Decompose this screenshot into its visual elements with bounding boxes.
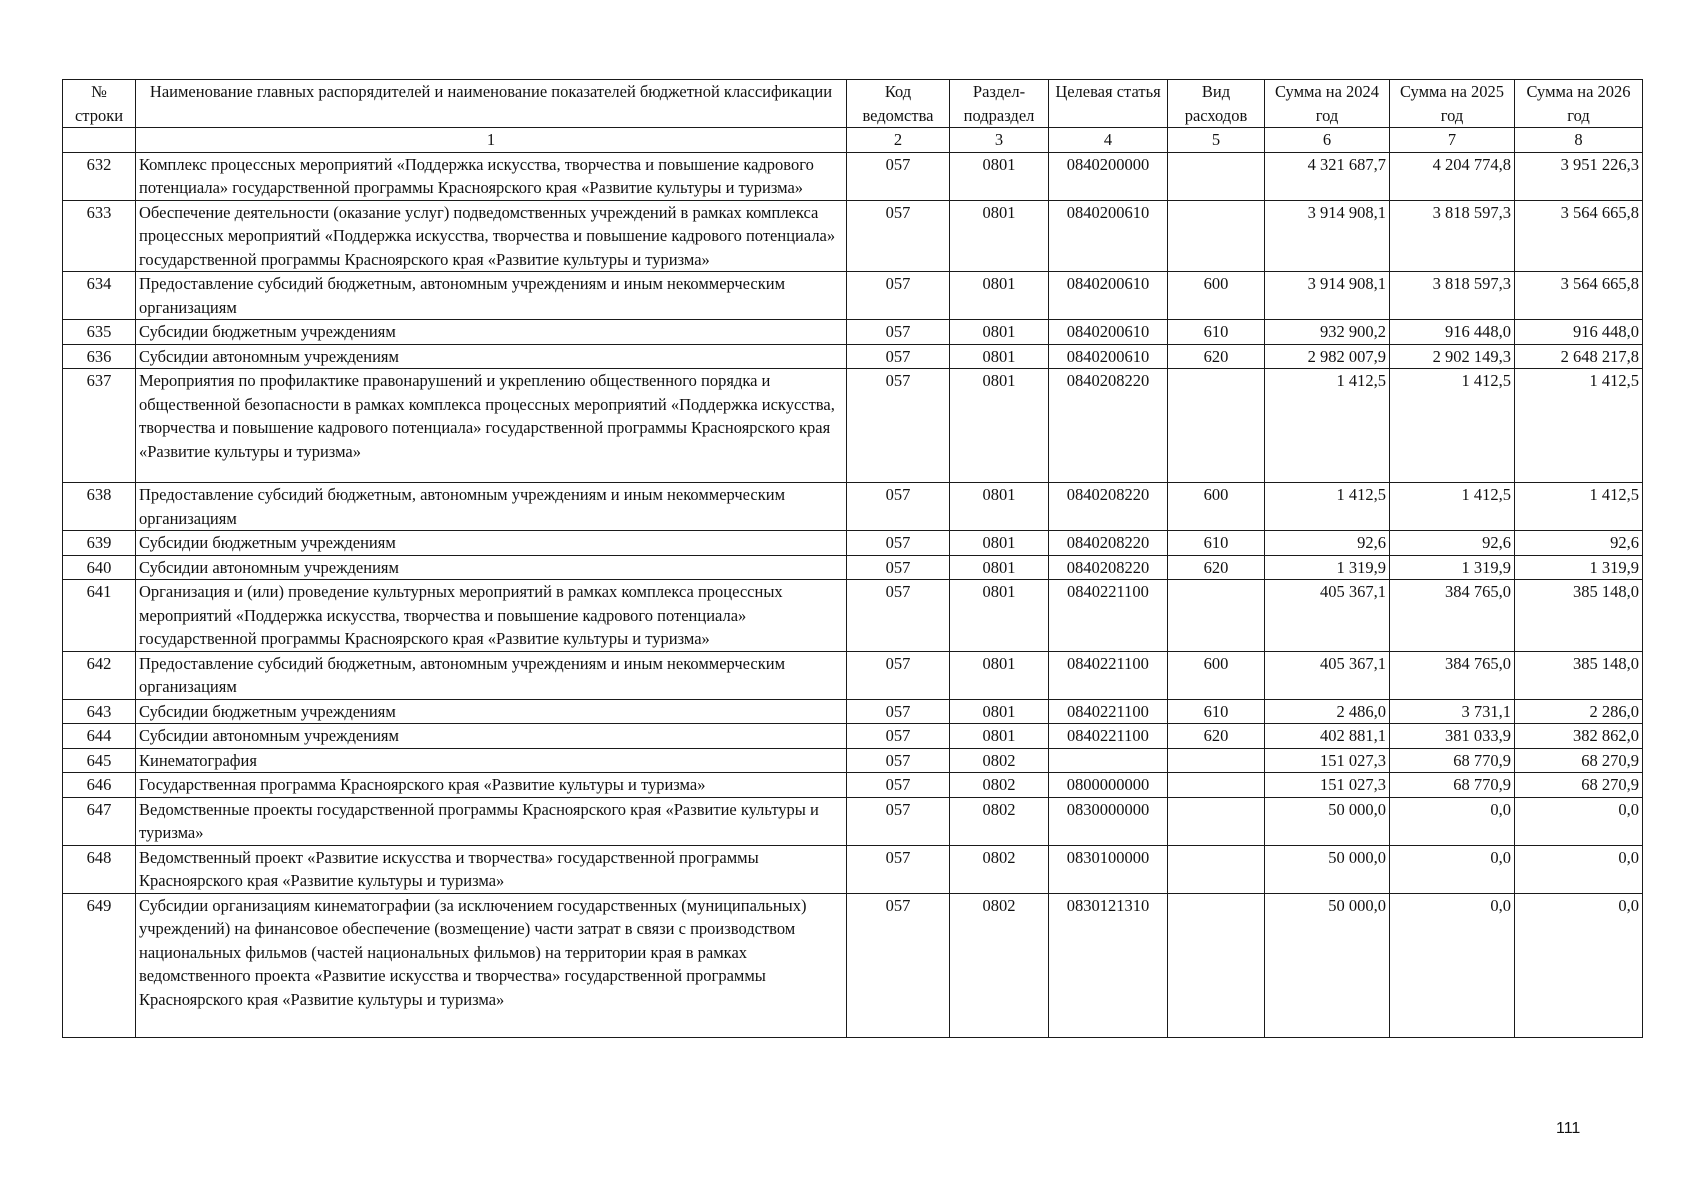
sum-2025: 0,0 xyxy=(1390,845,1515,893)
row-number: 637 xyxy=(63,369,136,464)
header-sum-2026: Сумма на 2026 год xyxy=(1515,80,1643,128)
sum-2026: 385 148,0 xyxy=(1515,651,1643,699)
dept-code: 057 xyxy=(847,531,950,556)
table-row xyxy=(63,651,1643,699)
expense-type xyxy=(1168,893,1265,1011)
row-number: 635 xyxy=(63,320,136,345)
target-code: 0840200610 xyxy=(1049,344,1168,369)
header-row-no: № строки xyxy=(63,80,136,128)
spacer-cell xyxy=(63,463,136,483)
header-dept-code: Код ведомства xyxy=(847,80,950,128)
item-name: Организация и (или) проведение культурных мероприятий в рамках комплекса процессных мероприятий «Поддержка искусства, творчества и повышение кадрового потенциала» государственной программы Красноярского края «Развитие культуры и туризма» xyxy=(136,580,847,652)
target-code: 0800000000 xyxy=(1049,773,1168,798)
item-name: Предоставление субсидий бюджетным, автономным учреждениям и иным некоммерческим организациям xyxy=(136,483,847,531)
sum-2025: 1 412,5 xyxy=(1390,369,1515,464)
dept-code: 057 xyxy=(847,555,950,580)
column-number: 8 xyxy=(1515,128,1643,153)
item-name: Субсидии бюджетным учреждениям xyxy=(136,320,847,345)
row-number: 647 xyxy=(63,797,136,845)
table-row xyxy=(63,555,1643,580)
sum-2024: 405 367,1 xyxy=(1265,651,1390,699)
row-number: 638 xyxy=(63,483,136,531)
row-number: 648 xyxy=(63,845,136,893)
sum-2024: 1 412,5 xyxy=(1265,483,1390,531)
dept-code: 057 xyxy=(847,724,950,749)
dept-code: 057 xyxy=(847,152,950,200)
section-code: 0801 xyxy=(950,200,1049,272)
table-row xyxy=(63,699,1643,724)
sum-2026: 385 148,0 xyxy=(1515,580,1643,652)
table-row xyxy=(63,369,1643,464)
spacer-cell xyxy=(847,463,950,483)
sum-2024: 50 000,0 xyxy=(1265,845,1390,893)
dept-code: 057 xyxy=(847,483,950,531)
table-tail-spacer xyxy=(63,1011,1643,1038)
column-number: 4 xyxy=(1049,128,1168,153)
spacer-cell xyxy=(950,1011,1049,1038)
spacer-cell xyxy=(63,1011,136,1038)
column-number-row xyxy=(63,128,1643,153)
budget-table-container xyxy=(62,79,1643,1038)
sum-2024: 3 914 908,1 xyxy=(1265,200,1390,272)
spacer-cell xyxy=(1265,463,1390,483)
expense-type xyxy=(1168,748,1265,773)
item-name: Обеспечение деятельности (оказание услуг) подведомственных учреждений в рамках комплекса процессных мероприятий «Поддержка искусства, творчества и повышение кадрового потенциала» государственной программы Красноярского края «Развитие культуры и туризма» xyxy=(136,200,847,272)
target-code xyxy=(1049,748,1168,773)
sum-2026: 0,0 xyxy=(1515,845,1643,893)
target-code: 0840200610 xyxy=(1049,272,1168,320)
expense-type: 620 xyxy=(1168,724,1265,749)
expense-type: 600 xyxy=(1168,651,1265,699)
sum-2026: 68 270,9 xyxy=(1515,773,1643,798)
section-code: 0801 xyxy=(950,272,1049,320)
header-sum-2025: Сумма на 2025 год xyxy=(1390,80,1515,128)
spacer-cell xyxy=(1390,463,1515,483)
sum-2026: 0,0 xyxy=(1515,893,1643,1011)
row-number: 634 xyxy=(63,272,136,320)
item-name: Субсидии бюджетным учреждениям xyxy=(136,699,847,724)
section-code: 0801 xyxy=(950,369,1049,464)
table-body xyxy=(63,80,1643,1038)
section-code: 0801 xyxy=(950,651,1049,699)
table-row xyxy=(63,773,1643,798)
expense-type xyxy=(1168,773,1265,798)
target-code: 0840200610 xyxy=(1049,200,1168,272)
section-code: 0801 xyxy=(950,344,1049,369)
sum-2026: 382 862,0 xyxy=(1515,724,1643,749)
item-name: Кинематография xyxy=(136,748,847,773)
sum-2024: 3 914 908,1 xyxy=(1265,272,1390,320)
target-code: 0840208220 xyxy=(1049,531,1168,556)
expense-type xyxy=(1168,200,1265,272)
expense-type xyxy=(1168,845,1265,893)
sum-2026: 3 564 665,8 xyxy=(1515,272,1643,320)
sum-2024: 402 881,1 xyxy=(1265,724,1390,749)
sum-2025: 68 770,9 xyxy=(1390,748,1515,773)
row-number: 640 xyxy=(63,555,136,580)
expense-type: 620 xyxy=(1168,344,1265,369)
spacer-cell xyxy=(1168,1011,1265,1038)
row-number: 643 xyxy=(63,699,136,724)
item-name: Комплекс процессных мероприятий «Поддержка искусства, творчества и повышение кадрового потенциала» государственной программы Красноярского края «Развитие культуры и туризма» xyxy=(136,152,847,200)
row-number: 646 xyxy=(63,773,136,798)
item-name: Государственная программа Красноярского края «Развитие культуры и туризма» xyxy=(136,773,847,798)
spacer-cell xyxy=(136,1011,847,1038)
budget-table xyxy=(62,79,1643,1038)
item-name: Субсидии организациям кинематографии (за исключением государственных (муниципальных) учреждений) на финансовое обеспечение (возмещение) части затрат в связи с производством национальных фильмов (частей национальных фильмов) на территории края в рамках ведомственного проекта «Развитие искусства и творчества» государственной программы Красноярского края «Развитие культуры и туризма» xyxy=(136,893,847,1011)
sum-2025: 92,6 xyxy=(1390,531,1515,556)
dept-code: 057 xyxy=(847,320,950,345)
sum-2025: 0,0 xyxy=(1390,893,1515,1011)
sum-2024: 151 027,3 xyxy=(1265,748,1390,773)
target-code: 0840200610 xyxy=(1049,320,1168,345)
dept-code: 057 xyxy=(847,699,950,724)
table-row xyxy=(63,531,1643,556)
table-row xyxy=(63,580,1643,652)
section-code: 0801 xyxy=(950,724,1049,749)
sum-2024: 1 412,5 xyxy=(1265,369,1390,464)
column-number: 1 xyxy=(136,128,847,153)
spacer-cell xyxy=(1515,463,1643,483)
spacer-cell xyxy=(1168,463,1265,483)
sum-2024: 92,6 xyxy=(1265,531,1390,556)
table-row xyxy=(63,272,1643,320)
dept-code: 057 xyxy=(847,773,950,798)
target-code: 0840200000 xyxy=(1049,152,1168,200)
table-row xyxy=(63,893,1643,1011)
sum-2024: 405 367,1 xyxy=(1265,580,1390,652)
header-sum-2024: Сумма на 2024 год xyxy=(1265,80,1390,128)
dept-code: 057 xyxy=(847,797,950,845)
section-code: 0801 xyxy=(950,555,1049,580)
spacer-cell xyxy=(1265,1011,1390,1038)
row-spacer xyxy=(63,463,1643,483)
expense-type xyxy=(1168,580,1265,652)
sum-2025: 916 448,0 xyxy=(1390,320,1515,345)
row-number: 649 xyxy=(63,893,136,1011)
sum-2024: 1 319,9 xyxy=(1265,555,1390,580)
column-number: 2 xyxy=(847,128,950,153)
section-code: 0801 xyxy=(950,152,1049,200)
item-name: Мероприятия по профилактике правонарушений и укреплению общественного порядка и общественной безопасности в рамках комплекса процессных мероприятий «Поддержка искусства, творчества и повышение кадрового потенциала» государственной программы Красноярского края «Развитие культуры и туризма» xyxy=(136,369,847,464)
column-number-blank xyxy=(63,128,136,153)
sum-2025: 3 818 597,3 xyxy=(1390,272,1515,320)
row-number: 633 xyxy=(63,200,136,272)
expense-type xyxy=(1168,369,1265,464)
sum-2026: 0,0 xyxy=(1515,797,1643,845)
table-row xyxy=(63,797,1643,845)
column-number: 7 xyxy=(1390,128,1515,153)
sum-2025: 68 770,9 xyxy=(1390,773,1515,798)
sum-2025: 1 412,5 xyxy=(1390,483,1515,531)
target-code: 0840221100 xyxy=(1049,699,1168,724)
expense-type: 610 xyxy=(1168,699,1265,724)
spacer-cell xyxy=(1515,1011,1643,1038)
spacer-cell xyxy=(847,1011,950,1038)
row-number: 644 xyxy=(63,724,136,749)
table-row xyxy=(63,724,1643,749)
sum-2026: 2 286,0 xyxy=(1515,699,1643,724)
dept-code: 057 xyxy=(847,893,950,1011)
expense-type: 610 xyxy=(1168,531,1265,556)
sum-2025: 4 204 774,8 xyxy=(1390,152,1515,200)
expense-type: 600 xyxy=(1168,483,1265,531)
spacer-cell xyxy=(1049,463,1168,483)
row-number: 632 xyxy=(63,152,136,200)
item-name: Субсидии автономным учреждениям xyxy=(136,344,847,369)
target-code: 0830121310 xyxy=(1049,893,1168,1011)
section-code: 0801 xyxy=(950,580,1049,652)
spacer-cell xyxy=(950,463,1049,483)
dept-code: 057 xyxy=(847,748,950,773)
section-code: 0802 xyxy=(950,773,1049,798)
sum-2024: 50 000,0 xyxy=(1265,893,1390,1011)
row-number: 645 xyxy=(63,748,136,773)
expense-type xyxy=(1168,797,1265,845)
row-number: 641 xyxy=(63,580,136,652)
header-name: Наименование главных распорядителей и наименование показателей бюджетной классификации xyxy=(136,80,847,128)
row-number: 636 xyxy=(63,344,136,369)
target-code: 0840221100 xyxy=(1049,651,1168,699)
table-row xyxy=(63,483,1643,531)
sum-2026: 1 412,5 xyxy=(1515,369,1643,464)
table-row xyxy=(63,320,1643,345)
expense-type: 610 xyxy=(1168,320,1265,345)
item-name: Ведомственный проект «Развитие искусства и творчества» государственной программы Красноярского края «Развитие культуры и туризма» xyxy=(136,845,847,893)
sum-2024: 4 321 687,7 xyxy=(1265,152,1390,200)
sum-2024: 2 982 007,9 xyxy=(1265,344,1390,369)
target-code: 0830100000 xyxy=(1049,845,1168,893)
table-row xyxy=(63,344,1643,369)
sum-2026: 92,6 xyxy=(1515,531,1643,556)
section-code: 0802 xyxy=(950,893,1049,1011)
expense-type: 620 xyxy=(1168,555,1265,580)
header-row xyxy=(63,80,1643,128)
item-name: Предоставление субсидий бюджетным, автономным учреждениям и иным некоммерческим организациям xyxy=(136,272,847,320)
sum-2026: 68 270,9 xyxy=(1515,748,1643,773)
target-code: 0840208220 xyxy=(1049,483,1168,531)
target-code: 0840221100 xyxy=(1049,724,1168,749)
sum-2025: 2 902 149,3 xyxy=(1390,344,1515,369)
section-code: 0802 xyxy=(950,845,1049,893)
section-code: 0802 xyxy=(950,748,1049,773)
spacer-cell xyxy=(1049,1011,1168,1038)
target-code: 0840208220 xyxy=(1049,555,1168,580)
sum-2026: 1 412,5 xyxy=(1515,483,1643,531)
section-code: 0801 xyxy=(950,320,1049,345)
sum-2025: 1 319,9 xyxy=(1390,555,1515,580)
column-number: 3 xyxy=(950,128,1049,153)
column-number: 6 xyxy=(1265,128,1390,153)
expense-type xyxy=(1168,152,1265,200)
dept-code: 057 xyxy=(847,200,950,272)
section-code: 0801 xyxy=(950,483,1049,531)
dept-code: 057 xyxy=(847,580,950,652)
table-row xyxy=(63,748,1643,773)
spacer-cell xyxy=(1390,1011,1515,1038)
table-row xyxy=(63,152,1643,200)
dept-code: 057 xyxy=(847,651,950,699)
sum-2026: 2 648 217,8 xyxy=(1515,344,1643,369)
spacer-cell xyxy=(136,463,847,483)
column-number: 5 xyxy=(1168,128,1265,153)
sum-2024: 2 486,0 xyxy=(1265,699,1390,724)
expense-type: 600 xyxy=(1168,272,1265,320)
item-name: Субсидии автономным учреждениям xyxy=(136,724,847,749)
section-code: 0801 xyxy=(950,699,1049,724)
item-name: Предоставление субсидий бюджетным, автономным учреждениям и иным некоммерческим организациям xyxy=(136,651,847,699)
target-code: 0830000000 xyxy=(1049,797,1168,845)
sum-2026: 916 448,0 xyxy=(1515,320,1643,345)
sum-2026: 3 951 226,3 xyxy=(1515,152,1643,200)
item-name: Ведомственные проекты государственной программы Красноярского края «Развитие культуры и туризма» xyxy=(136,797,847,845)
dept-code: 057 xyxy=(847,845,950,893)
target-code: 0840208220 xyxy=(1049,369,1168,464)
section-code: 0801 xyxy=(950,531,1049,556)
header-expense-type: Вид расходов xyxy=(1168,80,1265,128)
section-code: 0802 xyxy=(950,797,1049,845)
sum-2025: 0,0 xyxy=(1390,797,1515,845)
sum-2024: 50 000,0 xyxy=(1265,797,1390,845)
dept-code: 057 xyxy=(847,369,950,464)
sum-2025: 384 765,0 xyxy=(1390,580,1515,652)
target-code: 0840221100 xyxy=(1049,580,1168,652)
item-name: Субсидии бюджетным учреждениям xyxy=(136,531,847,556)
sum-2025: 3 818 597,3 xyxy=(1390,200,1515,272)
dept-code: 057 xyxy=(847,272,950,320)
header-target: Целевая статья xyxy=(1049,80,1168,128)
sum-2025: 3 731,1 xyxy=(1390,699,1515,724)
sum-2026: 3 564 665,8 xyxy=(1515,200,1643,272)
item-name: Субсидии автономным учреждениям xyxy=(136,555,847,580)
row-number: 639 xyxy=(63,531,136,556)
table-row xyxy=(63,200,1643,272)
dept-code: 057 xyxy=(847,344,950,369)
header-section: Раздел-подраздел xyxy=(950,80,1049,128)
sum-2024: 932 900,2 xyxy=(1265,320,1390,345)
sum-2025: 384 765,0 xyxy=(1390,651,1515,699)
sum-2026: 1 319,9 xyxy=(1515,555,1643,580)
page-number: 111 xyxy=(1556,1120,1581,1137)
row-number: 642 xyxy=(63,651,136,699)
sum-2024: 151 027,3 xyxy=(1265,773,1390,798)
sum-2025: 381 033,9 xyxy=(1390,724,1515,749)
table-row xyxy=(63,845,1643,893)
